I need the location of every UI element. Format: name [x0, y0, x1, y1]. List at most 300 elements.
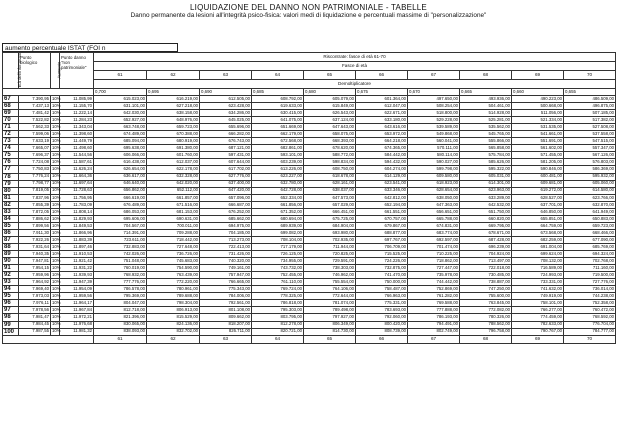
row-age-cell: 97 [3, 307, 19, 314]
value-cell: 732.883,00 [94, 243, 147, 250]
value-cell: 821.396,00 [94, 314, 147, 321]
row-info-cell: 10% [52, 208, 61, 214]
value-cell: 666.619,00 [94, 194, 147, 201]
value-cell: 758.487,00 [356, 286, 408, 293]
value-cell: 789.498,00 [304, 307, 356, 314]
row-info-cell: 10% [52, 279, 61, 285]
value-cell: 608.792,00 [252, 96, 304, 103]
value-cell: 535.562,00 [460, 124, 512, 131]
value-cell: 637.701,00 [512, 201, 564, 208]
row-age-cell: 74 [3, 145, 19, 152]
value-cell: 768.592,00 [564, 314, 616, 321]
value-cell: 730.485,00 [460, 272, 512, 279]
row-info-cell: 10% [52, 222, 61, 228]
value-cell: 641.075,00 [252, 117, 304, 124]
row-info-cell: 11.972,21 [60, 314, 94, 321]
value-cell: 777.776,00 [94, 279, 147, 286]
row-age-cell: 67 [3, 96, 19, 103]
value-cell: 685.769,00 [564, 243, 616, 250]
value-cell: 561.602,00 [512, 145, 564, 152]
value-cell: 794.491,00 [408, 321, 460, 328]
value-cell: 679.867,00 [356, 222, 408, 229]
value-cell: 772.644,00 [304, 293, 356, 300]
value-cell: 702.768,00 [564, 258, 616, 265]
row-info-cell: 10% [52, 201, 61, 207]
row-info-cell: 7.959,96 [19, 272, 51, 279]
value-cell: 674.365,00 [356, 145, 408, 152]
value-cell: 590.846,00 [512, 166, 564, 173]
value-cell: 752.358,00 [564, 300, 616, 307]
value-cell: 605.079,00 [304, 96, 356, 103]
row-age-cell: 79 [3, 180, 19, 187]
row-info-cell: 10% [52, 229, 61, 235]
value-cell: 517.382,00 [564, 117, 616, 124]
value-cell: 673.568,00 [512, 229, 564, 236]
value-cell: 784.777,00 [564, 328, 616, 335]
value-cell: 676.252,00 [200, 208, 252, 215]
value-cell: 682.861,00 [252, 145, 304, 152]
row-info-cell: 10% [52, 236, 61, 242]
value-cell: 750.000,00 [356, 279, 408, 286]
row-info-cell: 7.981,47 [19, 314, 51, 321]
row-info-cell: 7.984,45 [19, 321, 51, 328]
value-cell: 676.743,00 [200, 138, 252, 145]
table-row [3, 131, 616, 138]
value-cell: 744.442,00 [408, 279, 460, 286]
row-info-cell: 7.973,03 [19, 293, 51, 300]
value-cell: 683.774,00 [408, 229, 460, 236]
value-cell: 669.795,00 [460, 222, 512, 229]
row-info-cell: 7.978,56 [19, 307, 51, 314]
value-cell: 680.919,00 [147, 138, 200, 145]
value-cell: 798.304,00 [147, 300, 200, 307]
row-info-cell: 7.837,96 [19, 194, 51, 201]
age-column-footer: 65 [304, 335, 356, 343]
row-info-cell: 10% [52, 321, 61, 327]
value-cell: 557.347,00 [564, 145, 616, 152]
row-age-cell: 83 [3, 208, 19, 215]
value-cell: 832.702,00 [147, 328, 200, 335]
value-cell: 694.975,00 [200, 222, 252, 229]
row-age-cell: 94 [3, 286, 19, 293]
value-cell: 641.949,00 [564, 208, 616, 215]
value-cell: 708.132,00 [512, 258, 564, 265]
value-cell: 796.758,00 [460, 328, 512, 335]
row-info-cell: 11.897,46 [60, 243, 94, 250]
table-row [3, 103, 616, 110]
table-row [3, 138, 616, 145]
value-cell: 633.289,00 [460, 194, 512, 201]
value-cell: 687.428,00 [460, 236, 512, 243]
row-age-cell: 93 [3, 279, 19, 286]
value-cell: 686.053,00 [94, 208, 147, 215]
value-cell: 789.688,00 [147, 293, 200, 300]
age-column-footer: 66 [356, 335, 408, 343]
istat-percent-field[interactable]: aumento percentuale ISTAT (FOI n [2, 43, 178, 52]
value-cell: 656.651,00 [408, 208, 460, 215]
value-cell: 614.129,00 [356, 173, 408, 180]
value-cell: 704.924,00 [460, 251, 512, 258]
value-cell: 632.328,00 [147, 173, 200, 180]
row-info-cell: 10% [52, 293, 61, 299]
value-cell: 642.728,00 [252, 187, 304, 194]
value-cell: 830.065,00 [94, 321, 147, 328]
value-cell: 720.825,00 [304, 251, 356, 258]
value-cell: 616.438,00 [94, 159, 147, 166]
value-cell: 658.075,00 [304, 131, 356, 138]
value-cell: 711.160,00 [564, 265, 616, 272]
value-cell: 595.932,00 [564, 173, 616, 180]
table-row [3, 229, 616, 236]
row-age-cell: 78 [3, 173, 19, 180]
row-info-cell: 7.976,11 [19, 300, 51, 307]
table-row [3, 145, 616, 152]
value-cell: 666.451,00 [304, 208, 356, 215]
value-cell: 788.562,00 [460, 321, 512, 328]
value-cell: 820.721,00 [252, 328, 304, 335]
value-cell: 600.481,00 [512, 173, 564, 180]
row-info-cell: 11.976,68 [60, 321, 94, 328]
row-age-cell: 73 [3, 138, 19, 145]
value-cell: 738.303,00 [304, 265, 356, 272]
value-cell: 769.724,00 [252, 286, 304, 293]
value-cell: 657.029,00 [304, 201, 356, 208]
value-cell: 754.590,00 [147, 265, 200, 272]
value-cell: 630.415,00 [252, 110, 304, 117]
row-info-cell: 10% [52, 138, 61, 144]
value-cell: 664.759,00 [512, 222, 564, 229]
value-cell: 638.158,00 [147, 110, 200, 117]
value-cell: 670.388,00 [147, 131, 200, 138]
value-cell: 697.767,00 [356, 236, 408, 243]
value-cell: 706.709,00 [356, 243, 408, 250]
value-cell: 646.640,00 [94, 180, 147, 187]
value-cell: 716.589,00 [512, 265, 564, 272]
value-cell: 650.883,00 [564, 215, 616, 222]
value-cell: 666.687,00 [200, 201, 252, 208]
value-cell: 652.112,00 [147, 187, 200, 194]
value-cell: 732.875,00 [356, 265, 408, 272]
value-cell: 618.923,00 [408, 180, 460, 187]
row-info-cell: 7.481,42 [19, 110, 51, 117]
value-cell: 668.466,00 [564, 229, 616, 236]
value-cell: 586.369,00 [564, 166, 616, 173]
value-cell: 714.391,00 [94, 229, 147, 236]
value-cell: 638.050,00 [408, 194, 460, 201]
value-cell: 631.101,00 [94, 103, 147, 110]
table-row [3, 251, 616, 258]
value-cell: 809.662,00 [200, 314, 252, 321]
row-info-cell: 11.587,61 [60, 159, 94, 166]
row-age-cell: 89 [3, 251, 19, 258]
row-info-cell: 10% [52, 272, 61, 278]
value-cell: 496.875,00 [564, 103, 616, 110]
row-age-cell: 84 [3, 215, 19, 222]
value-cell: 783.693,00 [356, 307, 408, 314]
age-column-header: 67 [408, 71, 460, 80]
header-punto-biologico: Punto biologico [19, 53, 51, 89]
row-info-cell: 11.449,79 [60, 138, 94, 145]
table-row [3, 321, 616, 328]
value-cell: 800.420,00 [356, 321, 408, 328]
value-cell: 752.455,00 [252, 272, 304, 279]
row-info-cell: 7.819,05 [19, 187, 51, 194]
value-cell: 691.004,00 [512, 243, 564, 250]
row-age-cell: 68 [3, 103, 19, 110]
table-row [3, 328, 616, 335]
row-info-cell: 11.728,63 [60, 187, 94, 194]
value-cell: 652.334,00 [252, 194, 304, 201]
value-cell: 764.106,00 [304, 286, 356, 293]
value-cell: 824.136,00 [147, 321, 200, 328]
value-cell: 738.887,00 [460, 279, 512, 286]
value-cell: 606.066,00 [94, 152, 147, 159]
row-info-cell: 11.921,42 [60, 258, 94, 265]
value-cell: 567.126,00 [564, 152, 616, 159]
value-cell: 792.060,00 [356, 314, 408, 321]
value-cell: 521.334,00 [512, 117, 564, 124]
value-cell: 687.121,00 [200, 145, 252, 152]
table-row [3, 187, 616, 194]
value-cell: 682.259,00 [512, 236, 564, 243]
value-cell: 693.980,00 [304, 229, 356, 236]
value-cell: 633.180,00 [356, 117, 408, 124]
value-cell: 736.726,00 [147, 251, 200, 258]
age-column-footer: 69 [512, 335, 564, 343]
value-cell: 628.654,00 [408, 187, 460, 194]
value-cell: 614.580,00 [564, 187, 616, 194]
value-cell: 704.567,00 [94, 222, 147, 229]
value-cell: 818.207,00 [200, 321, 252, 328]
value-cell: 614.301,00 [460, 180, 512, 187]
value-cell: 736.014,00 [564, 286, 616, 293]
coefficient-cell: 0,665 [460, 89, 512, 96]
value-cell: 758.101,00 [512, 300, 564, 307]
value-cell: 547.515,00 [564, 138, 616, 145]
value-cell: 612.037,00 [147, 159, 200, 166]
value-cell: 661.856,00 [252, 201, 304, 208]
row-info-cell: 11.808,14 [60, 208, 94, 215]
coefficient-cell: 0,700 [94, 89, 147, 96]
row-age-cell: 75 [3, 152, 19, 159]
value-cell: 541.661,00 [512, 131, 564, 138]
value-cell: 812.718,00 [94, 307, 147, 314]
value-cell: 688.877,00 [356, 229, 408, 236]
row-info-cell: 11.085,99 [60, 96, 94, 103]
age-column-footer: 67 [408, 335, 460, 343]
value-cell: 659.723,00 [147, 124, 200, 131]
value-cell: 595.322,00 [460, 166, 512, 173]
liquidation-table [2, 52, 616, 344]
value-cell: 601.760,00 [147, 152, 200, 159]
table-row [3, 286, 616, 293]
value-cell: 655.851,00 [512, 215, 564, 222]
value-cell: 677.090,00 [564, 236, 616, 243]
header-eta: Età dell'infortunato [3, 53, 19, 89]
value-cell: 797.927,00 [304, 314, 356, 321]
value-cell: 744.238,00 [564, 293, 616, 300]
value-cell: 727.776,00 [564, 279, 616, 286]
footer-row [3, 335, 616, 343]
value-cell: 681.153,00 [147, 208, 200, 215]
age-column-footer: 62 [147, 335, 200, 343]
value-cell: 772.082,00 [460, 307, 512, 314]
value-cell: 680.694,00 [252, 215, 304, 222]
value-cell: 763.439,00 [147, 272, 200, 279]
value-cell: 755.600,00 [460, 293, 512, 300]
value-cell: 768.932,00 [94, 272, 147, 279]
value-cell: 581.205,00 [512, 159, 564, 166]
value-cell: 792.561,00 [200, 300, 252, 307]
value-cell: 539.589,00 [408, 124, 460, 131]
value-cell: 795.303,00 [252, 307, 304, 314]
row-info-cell: 7.562,33 [19, 124, 51, 131]
age-column-footer: 64 [252, 335, 304, 343]
value-cell: 691.380,00 [147, 145, 200, 152]
value-cell: 670.757,00 [356, 215, 408, 222]
value-cell: 601.364,00 [356, 96, 408, 103]
value-cell: 729.591,00 [304, 258, 356, 265]
value-cell: 766.963,00 [356, 293, 408, 300]
table-row [3, 201, 616, 208]
value-cell: 623.227,00 [252, 173, 304, 180]
value-cell: 585.626,00 [460, 159, 512, 166]
value-cell: 731.426,00 [200, 251, 252, 258]
coefficient-cell: 0,660 [512, 89, 564, 96]
value-cell: 742.026,00 [94, 251, 147, 258]
row-info-cell: 7.954,15 [19, 265, 51, 272]
row-info-cell: 7.987,55 [19, 328, 51, 335]
value-cell: 690.631,00 [147, 215, 200, 222]
value-cell: 648.976,00 [147, 117, 200, 124]
value-cell: 722.413,00 [200, 243, 252, 250]
value-cell: 757.947,00 [200, 272, 252, 279]
value-cell: 560.041,00 [408, 138, 460, 145]
value-cell: 804.047,00 [94, 300, 147, 307]
coefficient-cell: 0,670 [408, 89, 460, 96]
value-cell: 795.369,00 [94, 293, 147, 300]
value-cell: 678.620,00 [304, 145, 356, 152]
value-cell: 782.633,00 [512, 321, 564, 328]
value-cell: 695.606,00 [94, 215, 147, 222]
value-cell: 676.489,00 [94, 201, 147, 208]
table-row [3, 272, 616, 279]
value-cell: 702.935,00 [304, 236, 356, 243]
value-cell: 603.239,00 [252, 159, 304, 166]
row-info-cell: 11.697,64 [60, 180, 94, 187]
coefficient-cell: 0,690 [200, 89, 252, 96]
value-cell: 663.748,00 [94, 124, 147, 131]
value-cell: 749.919,00 [512, 293, 564, 300]
value-cell: 604.274,00 [356, 166, 408, 173]
row-info-cell: 10% [52, 166, 61, 172]
row-info-cell: 7.872,05 [19, 208, 51, 215]
row-info-cell: 10% [52, 145, 61, 151]
value-cell: 623.766,00 [564, 194, 616, 201]
row-info-cell: 7.599,06 [19, 131, 51, 138]
row-info-cell: 11.931,22 [60, 265, 94, 272]
value-cell: 735.978,00 [408, 272, 460, 279]
value-cell: 775.343,00 [200, 286, 252, 293]
value-cell: 508.254,00 [408, 103, 460, 110]
value-cell: 752.869,00 [408, 286, 460, 293]
table-row [3, 124, 616, 131]
row-info-cell: 7.724,08 [19, 159, 51, 166]
value-cell: 689.939,00 [252, 222, 304, 229]
row-info-cell: 10% [52, 95, 61, 101]
value-cell: 717.179,00 [252, 243, 304, 250]
row-info-cell: 10% [52, 117, 61, 123]
row-info-cell: 11.954,09 [60, 286, 94, 293]
coef-spacer [3, 89, 94, 96]
value-cell: 531.535,00 [512, 124, 564, 131]
value-cell: 555.866,00 [460, 138, 512, 145]
row-age-cell: 98 [3, 314, 19, 321]
value-cell: 594.432,00 [356, 159, 408, 166]
value-cell: 674.489,00 [94, 131, 147, 138]
value-cell: 588.772,00 [304, 152, 356, 159]
value-cell: 636.617,00 [94, 173, 147, 180]
value-cell: 761.110,00 [252, 279, 304, 286]
value-cell: 660.820,00 [460, 215, 512, 222]
value-cell: 615.023,00 [94, 96, 147, 103]
value-cell: 661.857,00 [147, 194, 200, 201]
value-cell: 628.527,00 [512, 194, 564, 201]
value-cell: 776.704,00 [564, 321, 616, 328]
table-row [3, 307, 616, 314]
value-cell: 651.669,00 [252, 124, 304, 131]
row-info-cell: 7.390,95 [19, 96, 51, 103]
value-cell: 685.662,00 [200, 215, 252, 222]
value-cell: 664.218,00 [356, 138, 408, 145]
value-cell: 665.788,00 [408, 215, 460, 222]
table-row [3, 293, 616, 300]
row-age-cell: 91 [3, 265, 19, 272]
value-cell: 694.324,00 [564, 251, 616, 258]
row-info-cell: 7.776,24 [19, 173, 51, 180]
value-cell: 634.286,00 [200, 110, 252, 117]
value-cell: 609.580,00 [408, 173, 460, 180]
value-cell: 814.730,00 [304, 328, 356, 335]
value-cell: 815.529,00 [147, 314, 200, 321]
table-row [3, 279, 616, 286]
value-cell: 766.665,00 [200, 279, 252, 286]
value-cell: 699.082,00 [252, 229, 304, 236]
table-row [3, 159, 616, 166]
row-info-cell: 7.931,64 [19, 243, 51, 250]
table-row [3, 222, 616, 229]
value-cell: 715.525,00 [356, 251, 408, 258]
value-cell: 593.101,00 [252, 152, 304, 159]
value-cell: 801.108,00 [200, 307, 252, 314]
row-info-cell: 10% [52, 109, 61, 115]
table-row [3, 265, 616, 272]
value-cell: 647.363,00 [408, 201, 460, 208]
value-cell: 755.554,00 [304, 279, 356, 286]
row-info-cell: 11.883,39 [60, 236, 94, 243]
value-cell: 719.500,00 [564, 272, 616, 279]
value-cell: 570.111,00 [408, 145, 460, 152]
row-info-cell: 7.922,26 [19, 236, 51, 243]
header-demoltiplicatore: Demoltiplicatore [94, 80, 616, 89]
row-age-cell: 88 [3, 243, 19, 250]
row-info-cell: 11.959,56 [60, 293, 94, 300]
value-cell: 724.226,00 [356, 258, 408, 265]
value-cell: 790.767,00 [512, 328, 564, 335]
row-info-cell: 10% [52, 194, 61, 200]
value-cell: 647.420,00 [200, 187, 252, 194]
row-info-cell: 11.783,09 [60, 201, 94, 208]
